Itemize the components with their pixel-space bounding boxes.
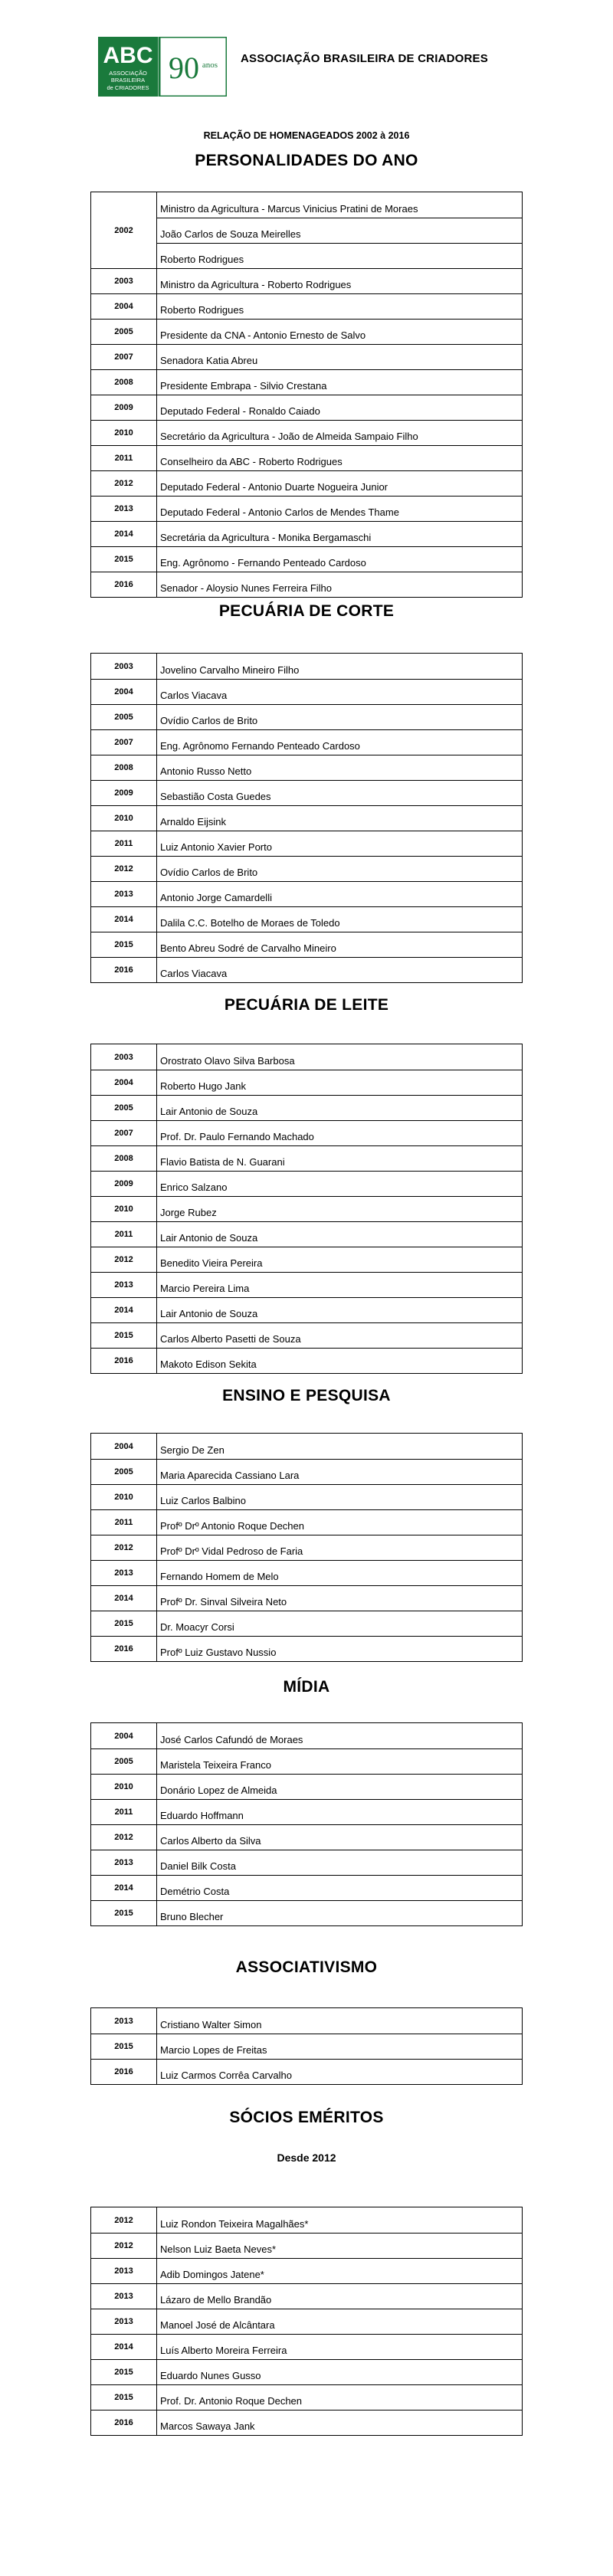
year-cell: 2007 bbox=[91, 730, 157, 755]
table-row bbox=[91, 496, 522, 521]
table-row bbox=[91, 2233, 522, 2258]
table-row bbox=[91, 1322, 522, 1348]
name-cell: Enrico Salzano bbox=[160, 1181, 228, 1193]
name-cell: Senadora Katia Abreu bbox=[160, 355, 258, 366]
table-row bbox=[91, 1875, 522, 1900]
name-cell: Marcio Lopes de Freitas bbox=[160, 2044, 267, 2056]
year-cell: 2014 bbox=[91, 1298, 157, 1322]
year-cell: 2016 bbox=[91, 2410, 157, 2435]
year-cell: 2004 bbox=[91, 1070, 157, 1095]
year-cell: 2005 bbox=[91, 320, 157, 344]
name-cell: Luís Alberto Moreira Ferreira bbox=[160, 2345, 287, 2356]
name-cell: Carlos Alberto da Silva bbox=[160, 1835, 261, 1847]
year-cell: 2008 bbox=[91, 1146, 157, 1171]
table-row bbox=[91, 1585, 522, 1611]
name-cell: Secretária da Agricultura - Monika Bergamaschi bbox=[160, 532, 372, 543]
name-cell: Jovelino Carvalho Mineiro Filho bbox=[160, 664, 300, 676]
table-row bbox=[91, 1560, 522, 1585]
name-cell: Profº Luiz Gustavo Nussio bbox=[160, 1647, 277, 1658]
name-cell: Maria Aparecida Cassiano Lara bbox=[160, 1470, 300, 1481]
name-cell: Lair Antonio de Souza bbox=[160, 1106, 258, 1117]
year-cell: 2013 bbox=[91, 2259, 157, 2283]
section-title: ENSINO E PESQUISA bbox=[222, 1387, 391, 1404]
table-row bbox=[91, 1272, 522, 1297]
year-cell: 2004 bbox=[91, 680, 157, 704]
name-cell: Sebastião Costa Guedes bbox=[160, 791, 271, 802]
year-cell: 2012 bbox=[91, 2234, 157, 2258]
table-row bbox=[91, 344, 522, 369]
year-cell: 2014 bbox=[91, 522, 157, 546]
name-cell: Arnaldo Eijsink bbox=[160, 816, 226, 828]
honorees-table bbox=[90, 2007, 523, 2085]
table-row bbox=[91, 1070, 522, 1095]
table-row bbox=[91, 831, 522, 856]
name-cell: Sergio De Zen bbox=[160, 1444, 225, 1456]
svg-text:90: 90 bbox=[169, 51, 199, 85]
year-cell: 2015 bbox=[91, 2360, 157, 2384]
name-cell: João Carlos de Souza Meirelles bbox=[157, 218, 522, 243]
table-row bbox=[91, 1459, 522, 1484]
name-cell: Demétrio Costa bbox=[160, 1886, 230, 1897]
table-row bbox=[91, 395, 522, 420]
name-cell: Donário Lopez de Almeida bbox=[160, 1785, 277, 1796]
table-row bbox=[91, 1196, 522, 1221]
table-row bbox=[91, 1824, 522, 1850]
year-cell: 2014 bbox=[91, 2335, 157, 2359]
name-cell: Ovídio Carlos de Brito bbox=[160, 715, 258, 726]
name-cell: Ministro da Agricultura - Roberto Rodrigues bbox=[160, 279, 352, 290]
name-cell: Jorge Rubez bbox=[160, 1207, 217, 1218]
section-title: PECUÁRIA DE LEITE bbox=[224, 996, 389, 1014]
year-cell: 2010 bbox=[91, 1197, 157, 1221]
year-cell: 2012 bbox=[91, 1247, 157, 1272]
year-cell: 2011 bbox=[91, 1222, 157, 1247]
year-cell: 2015 bbox=[91, 1611, 157, 1636]
name-cell: Presidente da CNA - Antonio Ernesto de Salvo bbox=[160, 329, 366, 341]
year-cell: 2011 bbox=[91, 1510, 157, 1535]
year-cell: 2016 bbox=[91, 1349, 157, 1373]
table-row bbox=[91, 420, 522, 445]
year-cell: 2009 bbox=[91, 781, 157, 805]
name-cell: Daniel Bilk Costa bbox=[160, 1860, 236, 1872]
table-row bbox=[91, 1297, 522, 1322]
name-cell: Ovídio Carlos de Brito bbox=[160, 867, 258, 878]
name-cell: Carlos Alberto Pasetti de Souza bbox=[160, 1333, 301, 1345]
section-title: SÓCIOS EMÉRITOS bbox=[229, 2109, 384, 2126]
name-cell: Roberto Hugo Jank bbox=[160, 1080, 247, 1092]
name-cell: Conselheiro da ABC - Roberto Rodrigues bbox=[160, 456, 343, 467]
table-row bbox=[91, 2207, 522, 2233]
section-title: PERSONALIDADES DO ANO bbox=[195, 152, 418, 169]
table-row bbox=[91, 1095, 522, 1120]
year-cell: 2005 bbox=[91, 1749, 157, 1774]
year-cell: 2008 bbox=[91, 755, 157, 780]
year-cell: 2013 bbox=[91, 2008, 157, 2034]
name-cell: Dr. Moacyr Corsi bbox=[160, 1621, 234, 1633]
name-cell: Maristela Teixeira Franco bbox=[160, 1759, 271, 1771]
table-row bbox=[91, 1900, 522, 1925]
table-row bbox=[91, 1509, 522, 1535]
table-row bbox=[91, 1484, 522, 1509]
table-row-group bbox=[91, 192, 522, 268]
table-row bbox=[91, 679, 522, 704]
year-cell: 2002 bbox=[91, 192, 157, 268]
table-row bbox=[91, 2034, 522, 2059]
section-subtitle: Desde 2012 bbox=[277, 2152, 336, 2164]
table-row bbox=[91, 2008, 522, 2034]
name-cell: Senador - Aloysio Nunes Ferreira Filho bbox=[160, 582, 332, 594]
year-cell: 2011 bbox=[91, 1800, 157, 1824]
table-row bbox=[91, 1171, 522, 1196]
table-row bbox=[91, 1799, 522, 1824]
table-row bbox=[91, 856, 522, 881]
year-cell: 2015 bbox=[91, 1901, 157, 1925]
name-cell: Makoto Edison Sekita bbox=[160, 1358, 257, 1370]
year-cell: 2013 bbox=[91, 2284, 157, 2309]
year-cell: 2014 bbox=[91, 1876, 157, 1900]
section-title: MÍDIA bbox=[283, 1678, 330, 1696]
table-row bbox=[91, 1348, 522, 1373]
name-cell: Flavio Batista de N. Guarani bbox=[160, 1156, 285, 1168]
table-row bbox=[91, 957, 522, 982]
name-cell: Deputado Federal - Antonio Duarte Nogueira Junior bbox=[160, 481, 388, 493]
page-header bbox=[0, 0, 613, 123]
name-cell: Lair Antonio de Souza bbox=[160, 1308, 258, 1319]
table-row bbox=[91, 445, 522, 470]
year-cell: 2015 bbox=[91, 1323, 157, 1348]
name-cell: Bruno Blecher bbox=[160, 1911, 224, 1922]
honorees-table bbox=[90, 192, 523, 598]
year-cell: 2003 bbox=[91, 654, 157, 679]
name-cell: Cristiano Walter Simon bbox=[160, 2019, 262, 2030]
section-title: ASSOCIATIVISMO bbox=[235, 1958, 378, 1976]
year-cell: 2009 bbox=[91, 395, 157, 420]
honorees-table bbox=[90, 653, 523, 983]
year-cell: 2013 bbox=[91, 1561, 157, 1585]
name-cell: Profº Drº Antonio Roque Dechen bbox=[160, 1520, 304, 1532]
abc-90-anos-logo bbox=[98, 37, 227, 97]
name-cell: Fernando Homem de Melo bbox=[160, 1571, 279, 1582]
table-row bbox=[91, 2059, 522, 2084]
name-cell: Lázaro de Mello Brandão bbox=[160, 2294, 272, 2306]
table-row bbox=[91, 704, 522, 729]
name-cell: Secretário da Agricultura - João de Almeida Sampaio Filho bbox=[160, 431, 418, 442]
name-cell: Deputado Federal - Ronaldo Caiado bbox=[160, 405, 320, 417]
table-row bbox=[91, 654, 522, 679]
table-row bbox=[91, 2384, 522, 2410]
name-cell: Luiz Rondon Teixeira Magalhães* bbox=[160, 2218, 309, 2230]
table-row bbox=[91, 780, 522, 805]
name-cell: Luiz Antonio Xavier Porto bbox=[160, 841, 272, 853]
honorees-table bbox=[90, 1433, 523, 1662]
year-cell: 2015 bbox=[91, 932, 157, 957]
honorees-table bbox=[90, 1044, 523, 1374]
year-cell: 2005 bbox=[91, 1460, 157, 1484]
table-row bbox=[91, 521, 522, 546]
year-cell: 2005 bbox=[91, 705, 157, 729]
name-cell: Nelson Luiz Baeta Neves* bbox=[160, 2243, 277, 2255]
name-cell: Prof. Dr. Antonio Roque Dechen bbox=[160, 2395, 303, 2407]
year-cell: 2016 bbox=[91, 2060, 157, 2084]
table-row bbox=[91, 1044, 522, 1070]
year-cell: 2011 bbox=[91, 446, 157, 470]
table-row bbox=[91, 729, 522, 755]
name-cell: Eduardo Nunes Gusso bbox=[160, 2370, 261, 2381]
name-cell: Lair Antonio de Souza bbox=[160, 1232, 258, 1244]
svg-text:ABC: ABC bbox=[103, 43, 153, 68]
organization-name: ASSOCIAÇÃO BRASILEIRA DE CRIADORES bbox=[241, 52, 488, 65]
name-cell: Dalila C.C. Botelho de Moraes de Toledo bbox=[160, 917, 340, 929]
name-cell: Eng. Agrônomo Fernando Penteado Cardoso bbox=[160, 740, 360, 752]
table-row bbox=[91, 1221, 522, 1247]
name-cell: Eng. Agrônomo - Fernando Penteado Cardoso bbox=[160, 557, 366, 569]
table-row bbox=[91, 1535, 522, 1560]
table-row bbox=[91, 470, 522, 496]
year-cell: 2010 bbox=[91, 421, 157, 445]
year-cell: 2004 bbox=[91, 1434, 157, 1459]
table-row bbox=[91, 932, 522, 957]
name-cell: Luiz Carlos Balbino bbox=[160, 1495, 247, 1506]
name-cell: Deputado Federal - Antonio Carlos de Mendes Thame bbox=[160, 506, 399, 518]
svg-text:anos: anos bbox=[202, 61, 218, 70]
year-cell: 2003 bbox=[91, 269, 157, 293]
year-cell: 2010 bbox=[91, 1485, 157, 1509]
table-row bbox=[91, 546, 522, 572]
year-cell: 2012 bbox=[91, 1535, 157, 1560]
name-cell: Presidente Embrapa - Silvio Crestana bbox=[160, 380, 327, 392]
year-cell: 2004 bbox=[91, 1723, 157, 1748]
year-cell: 2004 bbox=[91, 294, 157, 319]
year-cell: 2012 bbox=[91, 471, 157, 496]
table-row bbox=[91, 1850, 522, 1875]
svg-text:BRASILEIRA: BRASILEIRA bbox=[110, 77, 146, 84]
year-cell: 2013 bbox=[91, 1273, 157, 1297]
table-row bbox=[91, 906, 522, 932]
name-cell: Eduardo Hoffmann bbox=[160, 1810, 244, 1821]
year-cell: 2016 bbox=[91, 958, 157, 982]
year-cell: 2015 bbox=[91, 547, 157, 572]
table-row bbox=[91, 2258, 522, 2283]
section-title: PECUÁRIA DE CORTE bbox=[218, 602, 395, 620]
year-cell: 2014 bbox=[91, 907, 157, 932]
name-cell: Profº Dr. Sinval Silveira Neto bbox=[160, 1596, 287, 1608]
name-cell: Antonio Jorge Camardelli bbox=[160, 892, 272, 903]
name-cell: Marcos Sawaya Jank bbox=[160, 2420, 255, 2432]
year-cell: 2007 bbox=[91, 345, 157, 369]
table-row bbox=[91, 1434, 522, 1459]
name-cell: José Carlos Cafundó de Moraes bbox=[160, 1734, 303, 1745]
name-cell: Adib Domingos Jatene* bbox=[160, 2269, 264, 2280]
year-cell: 2016 bbox=[91, 1637, 157, 1661]
year-cell: 2015 bbox=[91, 2034, 157, 2059]
honorees-table bbox=[90, 1722, 523, 1926]
table-row bbox=[91, 805, 522, 831]
table-row bbox=[91, 2334, 522, 2359]
table-row bbox=[91, 1636, 522, 1661]
year-cell: 2012 bbox=[91, 1825, 157, 1850]
table-row bbox=[91, 1145, 522, 1171]
name-cell: Roberto Rodrigues bbox=[160, 304, 244, 316]
name-cell: Profº Drº Vidal Pedroso de Faria bbox=[160, 1545, 303, 1557]
document-title: RELAÇÃO DE HOMENAGEADOS 2002 à 2016 bbox=[203, 130, 410, 141]
year-cell: 2010 bbox=[91, 806, 157, 831]
name-cell: Ministro da Agricultura - Marcus Vinicius Pratini de Moraes bbox=[160, 203, 418, 215]
table-row bbox=[91, 1120, 522, 1145]
name-cell: Prof. Dr. Paulo Fernando Machado bbox=[160, 1131, 314, 1142]
year-cell: 2014 bbox=[91, 1586, 157, 1611]
year-cell: 2013 bbox=[91, 2309, 157, 2334]
year-cell: 2016 bbox=[91, 572, 157, 597]
year-cell: 2008 bbox=[91, 370, 157, 395]
table-row bbox=[91, 369, 522, 395]
name-cell: Antonio Russo Netto bbox=[160, 765, 252, 777]
year-cell: 2013 bbox=[91, 1850, 157, 1875]
table-row bbox=[91, 293, 522, 319]
svg-text:ASSOCIAÇÃO: ASSOCIAÇÃO bbox=[109, 70, 147, 77]
table-row bbox=[91, 2359, 522, 2384]
honorees-table bbox=[90, 2207, 523, 2436]
year-cell: 2009 bbox=[91, 1172, 157, 1196]
name-cell: Roberto Rodrigues bbox=[157, 243, 522, 268]
table-row bbox=[91, 268, 522, 293]
year-cell: 2003 bbox=[91, 1044, 157, 1070]
table-row bbox=[91, 1247, 522, 1272]
year-cell: 2013 bbox=[91, 882, 157, 906]
year-cell: 2007 bbox=[91, 1121, 157, 1145]
year-cell: 2005 bbox=[91, 1096, 157, 1120]
name-cell: Marcio Pereira Lima bbox=[160, 1283, 250, 1294]
name-cell: Carlos Viacava bbox=[160, 968, 228, 979]
year-cell: 2012 bbox=[91, 857, 157, 881]
table-row bbox=[91, 755, 522, 780]
year-cell: 2015 bbox=[91, 2385, 157, 2410]
year-cell: 2011 bbox=[91, 831, 157, 856]
table-row bbox=[91, 2410, 522, 2435]
table-row bbox=[91, 1611, 522, 1636]
name-cell: Orostrato Olavo Silva Barbosa bbox=[160, 1055, 295, 1067]
table-row bbox=[91, 1774, 522, 1799]
table-row bbox=[91, 1723, 522, 1748]
name-cell: Bento Abreu Sodré de Carvalho Mineiro bbox=[160, 942, 336, 954]
table-row bbox=[91, 881, 522, 906]
year-cell: 2010 bbox=[91, 1775, 157, 1799]
table-row bbox=[91, 1748, 522, 1774]
table-row bbox=[91, 572, 522, 597]
name-cell: Manoel José de Alcântara bbox=[160, 2319, 275, 2331]
year-cell: 2012 bbox=[91, 2207, 157, 2233]
svg-text:de CRIADORES: de CRIADORES bbox=[107, 84, 149, 91]
name-cell: Carlos Viacava bbox=[160, 690, 228, 701]
table-row bbox=[91, 2283, 522, 2309]
name-cell: Benedito Vieira Pereira bbox=[160, 1257, 263, 1269]
year-cell: 2013 bbox=[91, 497, 157, 521]
table-row bbox=[91, 319, 522, 344]
name-cell: Luiz Carmos Corrêa Carvalho bbox=[160, 2070, 292, 2081]
table-row bbox=[91, 2309, 522, 2334]
